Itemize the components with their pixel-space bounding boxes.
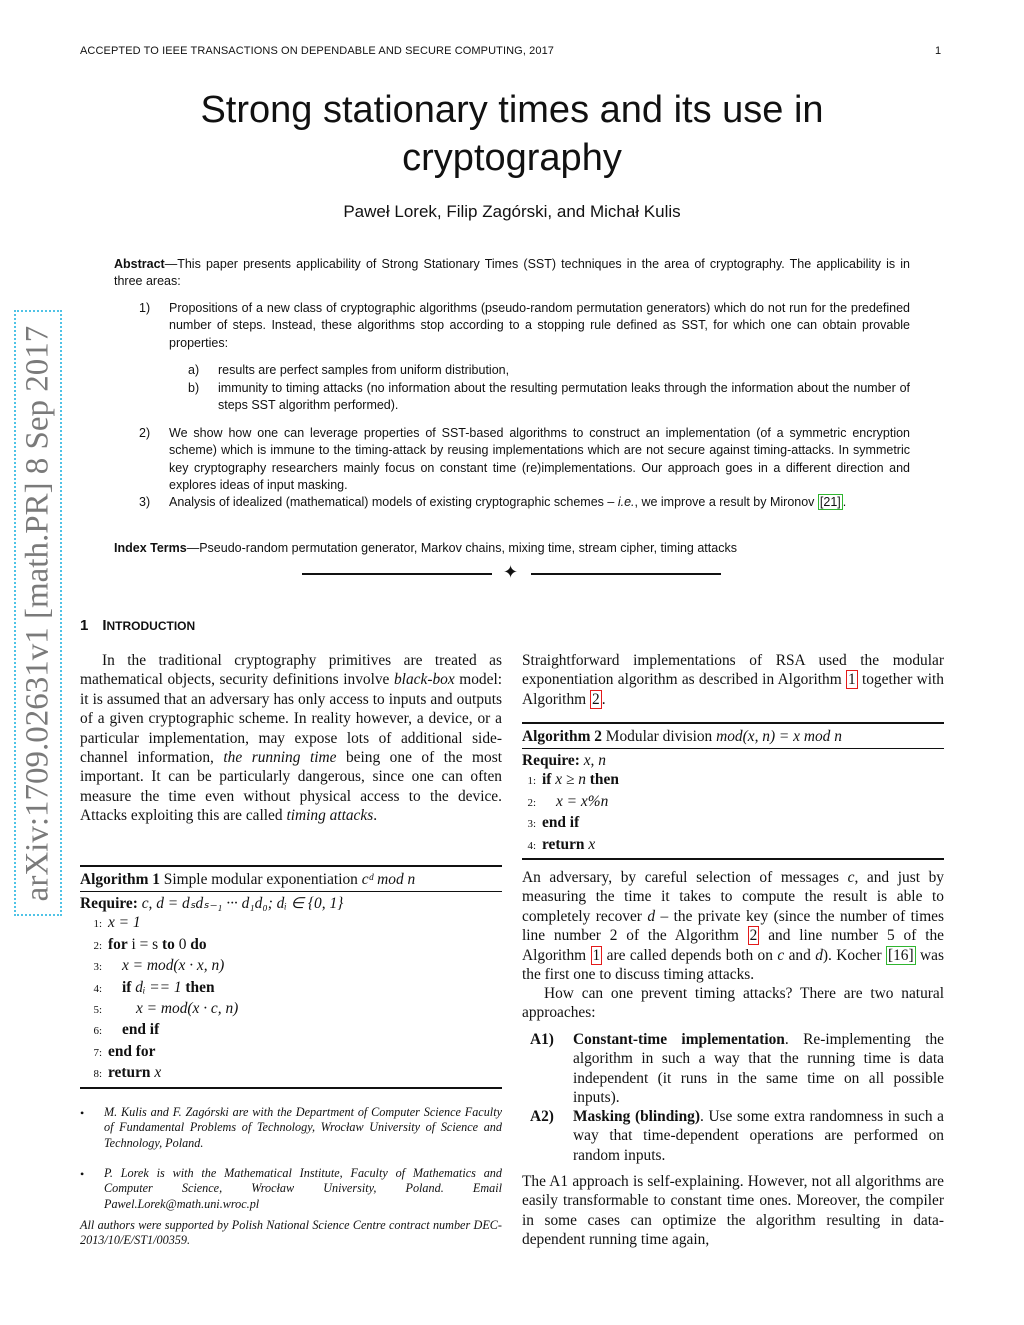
footnote-rule — [185, 1088, 397, 1089]
footnote-bullet: • — [80, 1167, 85, 1181]
page-number: 1 — [935, 45, 942, 57]
intro-paragraph-1: In the traditional cryptography primitives are treated as mathematical objects, security definitions involve black-box model: it is assumed that an adversary has only access to inputs and outputs of a given cryptographic scheme. In reality however, a device, or a particular implementation, may expose lots of additional side-channel information, the running time being one of the most important. It can be particularly dangerous, since one can often measure the time even without physical access to the device. Attacks exploiting this are called timing attacks. — [80, 652, 503, 825]
index-terms: Index Terms—Pseudo-random permutation generator, Markov chains, mixing time, stream cipher, timing attacks — [114, 541, 737, 555]
abstract-text: This paper presents applicability of Strong Stationary Times (SST) techniques in the area of cryptography. The applicability is in three areas: — [114, 257, 910, 289]
author-list: Paweł Lorek, Filip Zagórski, and Michał Kulis — [343, 202, 681, 221]
algorithm-ref-link[interactable]: 2 — [749, 927, 758, 945]
footnote-affiliation-1: M. Kulis and F. Zagórski are with the Department of Computer Science Faculty of Fundamental Problems of Technology, Wrocław University of Science and Technology, Poland. — [104, 1105, 502, 1150]
approach-a1: A1) Constant-time implementation. Re-implementing the algorithm in such a way that the running time is data independent (it runs in the same time on all possible inputs). — [530, 1031, 944, 1107]
arxiv-stamp-text: arXiv:1709.02631v1 [math.PR] 8 Sep 2017 — [19, 325, 56, 901]
abstract-subitem-b: b) immunity to timing attacks (no information about the resulting permutation leaks through the information about the number of steps SST algorithm performed). — [188, 381, 910, 413]
algorithm-2-line: 2: x = x%n — [527, 792, 609, 810]
algorithm-ref-link[interactable]: 1 — [847, 671, 856, 689]
separator-line-left — [302, 573, 492, 575]
index-terms-label: Index Terms — [114, 541, 187, 555]
paper-title — [80, 86, 944, 182]
algorithm-2-line: 4: return x — [527, 835, 596, 853]
algorithm-ref-link[interactable]: 1 — [592, 946, 601, 964]
separator-diamond-icon: ✦ — [503, 562, 519, 582]
algorithm-2-caption: Algorithm 2 Modular division mod(x, n) = x mod n — [522, 728, 842, 745]
algorithm-ref-link[interactable]: 2 — [591, 690, 600, 708]
title-line-2: cryptography — [402, 137, 622, 179]
abstract-subitem-a: a) results are perfect samples from uniform distribution, — [188, 363, 510, 377]
algorithm-2-line: 1: if x ≥ n then — [527, 771, 619, 789]
footnote-bullet: • — [80, 1106, 85, 1120]
footnote-funding: All authors were supported by Polish National Science Centre contract number DEC-2013/10/E/ST1/00359. — [80, 1218, 502, 1248]
algorithm-1-line: 8: return x — [93, 1064, 162, 1082]
algorithm-1-line: 7: end for — [93, 1042, 156, 1060]
abstract-label: Abstract — [114, 257, 165, 271]
algorithm-1-line: 3: x = mod(x · x, n) — [93, 957, 225, 975]
algorithm-1-line: 4: if dᵢ == 1 then — [93, 978, 215, 996]
running-header: ACCEPTED TO IEEE TRANSACTIONS ON DEPENDABLE AND SECURE COMPUTING, 2017 — [80, 45, 554, 57]
algorithm-1-line: 6: end if — [93, 1021, 160, 1039]
algorithm-1-line: 5: x = mod(x · c, n) — [93, 1000, 239, 1018]
citation-16[interactable]: [16] — [887, 946, 914, 964]
abstract-item-2: 2) We show how one can leverage properties of SST-based algorithms to construct an implementation (of a symmetric encryption scheme) which is immune to the timing-attack by reusing implementations which are not secure against timing-attacks. In symmetric key cryptography researchers mainly focus on constant time (re)implementations. Our approach goes in a different direction and explores ideas of input masking. — [139, 426, 910, 492]
approach-a2: A2) Masking (blinding). Use some extra randomness in such a way that time-dependent operations are performed on random inputs. — [530, 1108, 944, 1164]
abstract-intro: Abstract—This paper presents applicability of Strong Stationary Times (SST) techniques in the area of cryptography. The applicability is in three areas: — [114, 257, 910, 289]
algorithm-1-require: Require: c, d = dₛdₛ₋₁ ··· d₁d₀; dᵢ ∈ {0, 1} — [80, 895, 344, 912]
right-paragraph-3: How can one prevent timing attacks? There are two natural approaches: — [522, 985, 944, 1022]
abstract-item-3: 3) Analysis of idealized (mathematical) models of existing cryptographic schemes – i.e., we improve a result by Mironov [21] . — [139, 495, 847, 509]
abstract-item-1: 1) Propositions of a new class of cryptographic algorithms (pseudo-random permutation generators) which do not run for the predefined number of steps. Instead, these algorithms stop according to a stopping rule defined as SST, for which one can obtain provable properties: — [139, 301, 910, 350]
separator-line-right — [531, 573, 721, 575]
right-paragraph-1: Straightforward implementations of RSA used the modular exponentiation algorithm as described in Algorithm 1 together with Algorithm 2 . — [522, 652, 944, 708]
algorithm-1-line: 2: for i = s to 0 do — [93, 935, 207, 953]
citation-21[interactable]: [21] — [819, 495, 841, 509]
algorithm-1-line: 1: x = 1 — [93, 914, 141, 932]
footnote-affiliation-2: P. Lorek is with the Mathematical Institute, Faculty of Mathematics and Computer Science, Wrocław University, Poland. Email Pawel.Lorek@math.uni.wroc.pl — [104, 1166, 502, 1211]
arxiv-stamp[interactable] — [14, 310, 62, 916]
section-heading: 1 INTRODUCTION — [80, 617, 196, 634]
algorithm-2-require: Require: x, n — [522, 752, 606, 769]
algorithm-2-line: 3: end if — [527, 814, 580, 832]
algorithm-1 — [80, 865, 502, 1089]
right-paragraph-4: The A1 approach is self-explaining. However, not all algorithms are easily transformable to constant time ones. Moreover, the compiler in some cases can optimize the algorithm resulting in data-dependent running time again, — [522, 1173, 944, 1249]
algorithm-2 — [522, 722, 944, 860]
title-line-1: Strong stationary times and its use in — [200, 89, 824, 131]
right-paragraph-2: An adversary, by careful selection of messages c, and just by measuring the time it takes to compute the result is able to completely recover d – the private key (since the number of times line number 2 of the Algorithm 2 and line number 5 of the Algorithm 1 are called depends both on c and d). Kocher [16] was the first one to discuss timing attacks. — [522, 869, 944, 984]
algorithm-1-caption: Algorithm 1 Simple modular exponentiation cᵈ mod n — [80, 871, 416, 888]
